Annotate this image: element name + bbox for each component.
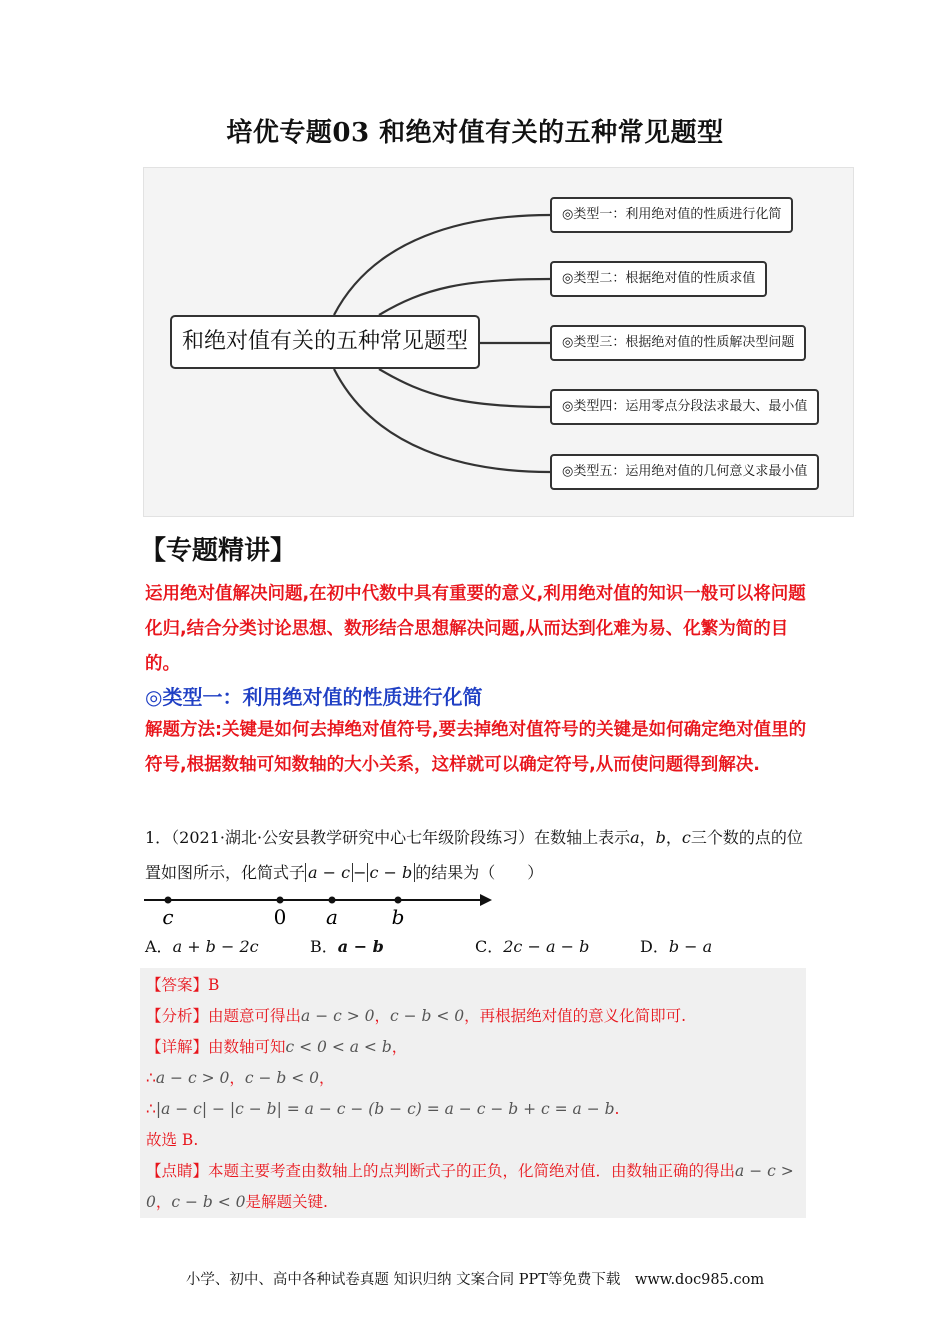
point-c (165, 897, 172, 904)
option-b-expr: a − b (337, 937, 384, 956)
analysis-post: ，再根据绝对值的意义化简即可. (464, 1007, 687, 1025)
step-1-math-2: c − b < 0 (244, 1069, 320, 1087)
step-2-end: . (614, 1100, 620, 1118)
comment-math-1: a − c > 0 (146, 1162, 794, 1211)
question-var-c: c (681, 828, 691, 847)
mind-map (143, 167, 854, 517)
analysis-pre: 由题意可得出 (208, 1007, 302, 1025)
detail-post: ， (391, 1038, 408, 1056)
analysis-comma: ， (374, 1007, 391, 1025)
option-c-expr: 2c − a − b (503, 937, 590, 956)
step-1-end: ， (319, 1069, 335, 1087)
label-b: b (391, 905, 405, 929)
option-d-expr: b − a (668, 937, 713, 956)
step-1-math-1: a − c > 0 (155, 1069, 230, 1087)
answer-line: 【答案】B (146, 976, 220, 994)
comment-post: 是解题关键. (245, 1193, 328, 1211)
option-a-letter: A． (145, 937, 173, 956)
comment-math-2: c − b < 0 (171, 1193, 246, 1211)
analysis-math-1: a − c > 0 (301, 1007, 375, 1025)
mind-map-branch-3: ◎类型三：根据绝对值的性质解决型问题 (550, 325, 806, 361)
option-c-letter: C． (475, 937, 504, 956)
question-1 (145, 820, 815, 890)
detail-line (146, 1032, 800, 1063)
point-a (329, 897, 336, 904)
mind-map-branch-1: ◎类型一：利用绝对值的性质进行化简 (550, 197, 793, 233)
answer-explanation (140, 968, 806, 1218)
option-d[interactable] (640, 934, 712, 957)
analysis-math-2: c − b < 0 (390, 1007, 465, 1025)
mind-map-branch-2: ◎类型二：根据绝对值的性质求值 (550, 261, 767, 297)
analysis-line (146, 1001, 800, 1032)
page-footer: 小学、初中、高中各种试卷真题 知识归纳 文案合同 PPT等免费下载 www.doc985.com (185, 1272, 765, 1288)
option-d-letter: D． (640, 937, 669, 956)
question-prefix: 1．（2021·湖北·公安县教学研究中心七年级阶段练习）在数轴上表示 (145, 828, 631, 847)
step-1 (146, 1063, 800, 1094)
mind-map-center-node: 和绝对值有关的五种常见题型 (170, 315, 480, 369)
question-mid: 三个数的点的位置如图所示，化简式子 (145, 828, 803, 882)
section-heading: 【专题精讲】 (140, 536, 297, 566)
answer-options (145, 934, 825, 958)
minus-sign: − (353, 863, 367, 882)
type1-heading: ◎类型一：利用绝对值的性质进行化简 (145, 685, 483, 709)
question-sep-1: ， (639, 828, 656, 847)
step-1-comma: ， (229, 1069, 245, 1087)
option-c[interactable] (475, 934, 589, 957)
mind-map-branch-5: ◎类型五：运用绝对值的几何意义求最小值 (550, 454, 819, 490)
step-2-math: |a − c| − |c − b| = a − c − (b − c) = a − c − b + c = a − b (155, 1100, 615, 1118)
comment-line (146, 1156, 800, 1218)
detail-pre: 由数轴可知 (208, 1038, 286, 1056)
intro-paragraph: 运用绝对值解决问题,在初中代数中具有重要的意义,利用绝对值的知识一般可以将问题化归,结合分类讨论思想、数形结合思想解决问题,从而达到化难为易、化繁为简的目的。 (145, 584, 806, 674)
comment-comma: ， (155, 1193, 172, 1211)
point-b (395, 897, 402, 904)
label-0: 0 (273, 905, 287, 929)
detail-tag: 【详解】 (146, 1038, 209, 1056)
label-c: c (162, 905, 174, 929)
number-line-arrow (480, 894, 492, 906)
comment-pre: 本题主要考查由数轴上的点判断式子的正负，化简绝对值．由数轴正确的得出 (208, 1162, 736, 1180)
option-b-letter: B． (310, 937, 338, 956)
question-sep-2: ， (665, 828, 682, 847)
question-var-b: b (655, 828, 666, 847)
page-title: 培优专题03 和绝对值有关的五种常见题型 (226, 118, 724, 148)
option-b[interactable] (310, 934, 384, 957)
mind-map-branch-4: ◎类型四：运用零点分段法求最大、最小值 (550, 389, 819, 425)
option-a-expr: a + b − 2c (172, 937, 259, 956)
method-paragraph: 解题方法:关键是如何去掉绝对值符号,要去掉绝对值符号的关键是如何确定绝对值里的符号,根据数轴可知数轴的大小关系，这样就可以确定符号,从而使问题得到解决. (145, 720, 807, 775)
choose-line: 故选 B. (146, 1131, 199, 1149)
analysis-tag: 【分析】 (146, 1007, 209, 1025)
question-var-a: a (630, 828, 640, 847)
therefore-symbol: ∴ (146, 1069, 156, 1087)
option-a[interactable] (145, 934, 259, 957)
point-0 (277, 897, 284, 904)
detail-math: c < 0 < a < b (285, 1038, 392, 1056)
label-a: a (326, 905, 338, 929)
abs-expression-1: a − c (305, 863, 353, 882)
question-suffix: 的结果为（ ） (415, 863, 544, 882)
abs-expression-2: c − b (367, 863, 416, 882)
number-line (140, 888, 500, 932)
comment-tag: 【点睛】 (146, 1162, 209, 1180)
step-2 (146, 1094, 800, 1125)
therefore-symbol-2: ∴ (146, 1100, 156, 1118)
